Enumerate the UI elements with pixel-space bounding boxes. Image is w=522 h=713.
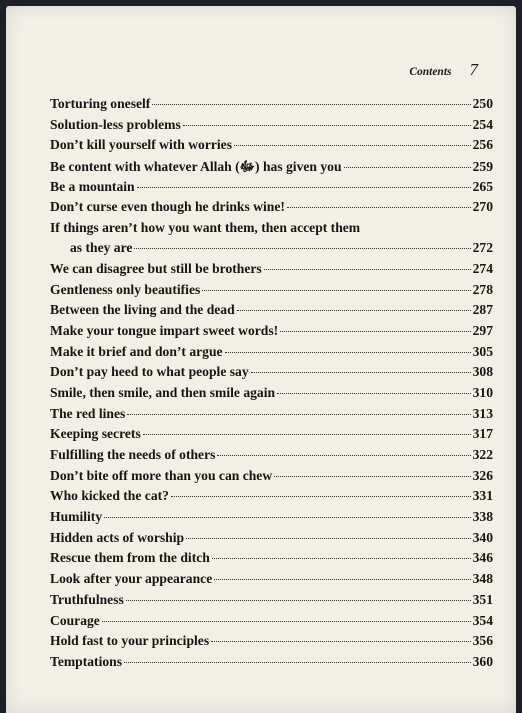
dot-leader [104, 516, 470, 518]
toc-entry-page: 354 [472, 612, 493, 628]
toc-entry-title: Make your tongue impart sweet words! [50, 322, 279, 338]
toc-entry [50, 137, 493, 158]
toc-entry-page: 360 [472, 653, 493, 669]
toc-entry-page: 297 [472, 322, 493, 338]
toc-entry-page: 272 [472, 240, 493, 256]
toc-entry-page: 256 [472, 137, 493, 153]
page-number: 7 [469, 60, 478, 79]
toc-entry-title: Humility [50, 509, 103, 525]
toc-entry-page: 265 [472, 178, 493, 194]
dot-leader [214, 578, 470, 580]
toc-entry-title: Look after your appearance [50, 571, 213, 587]
toc-entry [50, 633, 493, 654]
toc-entry [50, 261, 493, 282]
dot-leader [171, 495, 471, 497]
toc-entry-title: Keeping secrets [50, 426, 141, 442]
toc-entry-title: Don’t bite off more than you can chew [50, 467, 273, 483]
toc-entry-page: 313 [472, 405, 493, 421]
dot-leader [264, 268, 471, 270]
toc-entry-title: Solution-less problems [50, 116, 181, 132]
dot-leader [186, 537, 471, 539]
toc-entry-title: Hold fast to your principles [50, 633, 210, 649]
toc-entry [50, 571, 493, 592]
toc-entry-title: Hidden acts of worship [50, 529, 185, 545]
toc-entry [50, 488, 493, 509]
toc-entry-page: 331 [472, 488, 493, 504]
dot-leader [126, 599, 471, 601]
toc-entry-title: Smile, then smile, and then smile again [50, 384, 276, 400]
toc-entry-page: 356 [472, 633, 493, 649]
dot-leader [102, 620, 471, 622]
toc-entry [50, 406, 493, 427]
toc-entry-title: Don’t kill yourself with worries [50, 137, 232, 153]
dot-leader [124, 661, 471, 663]
toc-entry-page: 250 [472, 96, 493, 111]
dot-leader [344, 166, 471, 168]
toc-entry [50, 282, 493, 303]
toc-entry [50, 220, 493, 261]
toc-entry-title: If things aren’t how you want them, then accept them [50, 220, 361, 236]
toc-entry [50, 468, 493, 489]
toc-entry [50, 302, 493, 323]
toc-entry-page: 340 [472, 529, 493, 545]
running-header-title: Contents [409, 66, 452, 78]
toc-entry-page: 270 [472, 199, 493, 215]
dot-leader [212, 557, 471, 559]
toc-entry-title: Temptations [50, 653, 123, 669]
toc-entry-title: Be a mountain [50, 178, 135, 194]
toc-entry-page: 338 [472, 509, 493, 525]
toc-entry [50, 323, 493, 344]
dot-leader [234, 144, 471, 146]
toc-entry-title: The red lines [50, 405, 126, 421]
toc-entry [50, 447, 493, 468]
toc-entry-page: 274 [472, 260, 493, 276]
toc-entry-title-continued: as they are [70, 240, 133, 256]
toc-entry-page: 310 [472, 384, 493, 400]
toc-entry-page: 348 [472, 571, 493, 587]
toc-entry [50, 613, 493, 634]
table-of-contents [50, 96, 493, 675]
dot-leader [134, 247, 470, 249]
toc-entry-title: Who kicked the cat? [50, 488, 169, 504]
toc-entry-title: Gentleness only beautifies [50, 281, 201, 297]
toc-entry-title: Don’t curse even though he drinks wine! [50, 199, 285, 215]
dot-leader [251, 371, 471, 373]
toc-entry [50, 364, 493, 385]
toc-entry-page: 254 [472, 116, 493, 132]
toc-entry-title: Don’t pay heed to what people say [50, 364, 249, 380]
toc-entry [50, 199, 493, 220]
dot-leader [127, 413, 470, 415]
toc-entry-page: 326 [472, 467, 493, 483]
toc-entry [50, 385, 493, 406]
toc-entry-title: Be content with whatever Allah (ﷻ) has given you [50, 159, 342, 175]
toc-entry [50, 179, 493, 200]
dot-leader [143, 433, 471, 435]
toc-entry-page: 287 [472, 302, 493, 318]
toc-entry [50, 592, 493, 613]
toc-entry [50, 509, 493, 530]
toc-entry-title: Torturing oneself [50, 96, 151, 111]
toc-entry-page: 322 [472, 447, 493, 462]
dot-leader [274, 475, 470, 477]
dot-leader [280, 330, 470, 332]
toc-entry-page: 305 [472, 343, 493, 359]
toc-entry [50, 550, 493, 571]
toc-entry-title: We can disagree but still be brothers [50, 260, 262, 276]
toc-entry [50, 344, 493, 365]
book-page [6, 6, 516, 713]
toc-entry [50, 96, 493, 117]
toc-entry [50, 426, 493, 447]
dot-leader [152, 103, 470, 105]
toc-entry [50, 654, 493, 675]
dot-leader [137, 186, 471, 188]
toc-entry [50, 530, 493, 551]
dot-leader [183, 124, 471, 126]
dot-leader [225, 351, 471, 353]
dot-leader [287, 206, 471, 208]
dot-leader [202, 289, 470, 291]
dot-leader [237, 309, 471, 311]
toc-entry-page: 278 [472, 281, 493, 297]
toc-entry-page: 259 [472, 159, 493, 175]
toc-entry-title: Truthfulness [50, 591, 124, 607]
toc-entry [50, 158, 493, 179]
toc-entry-title: Courage [50, 612, 100, 628]
dot-leader [277, 392, 471, 394]
dot-leader [211, 640, 471, 642]
toc-entry-page: 308 [472, 364, 493, 380]
toc-entry-title: Rescue them from the ditch [50, 550, 210, 566]
running-header [409, 60, 478, 80]
toc-entry-page: 317 [472, 426, 493, 442]
toc-entry-title: Make it brief and don’t argue [50, 343, 223, 359]
toc-entry-title: Fulfilling the needs of others [50, 447, 216, 462]
toc-entry [50, 117, 493, 138]
toc-entry-page: 346 [472, 550, 493, 566]
toc-entry-title: Between the living and the dead [50, 302, 235, 318]
toc-entry-page: 351 [472, 591, 493, 607]
dot-leader [217, 454, 470, 456]
